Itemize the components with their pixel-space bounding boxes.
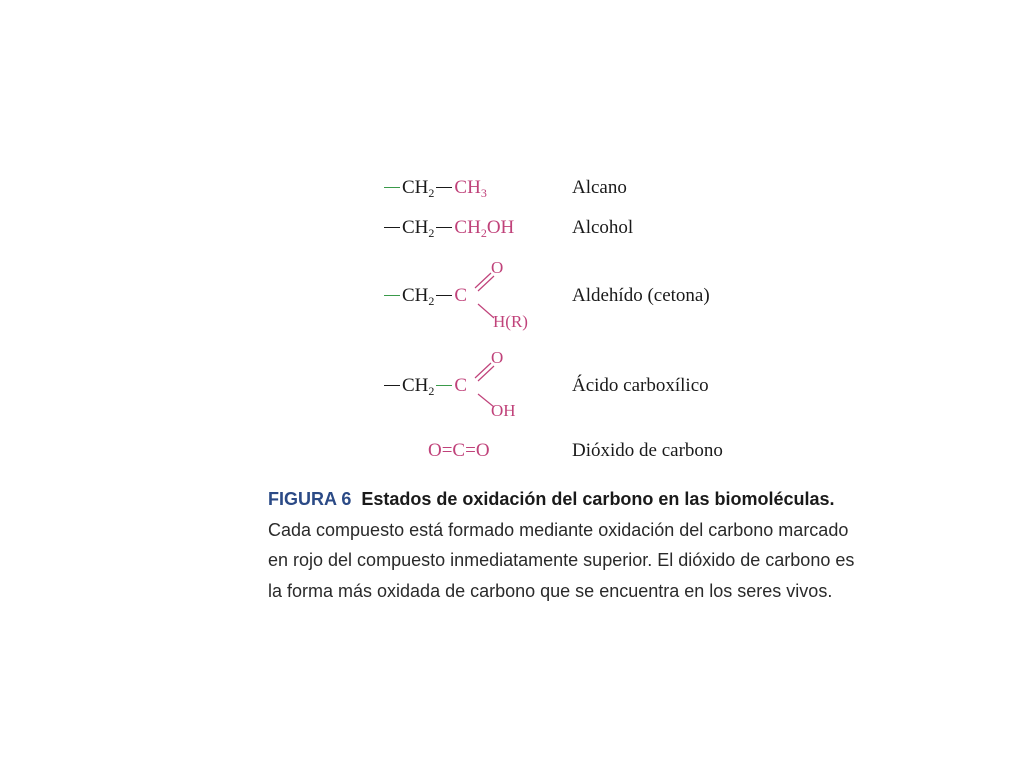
- alcohol-formula: $CH_2$ $CH_2OH$: [382, 218, 514, 237]
- alcohol-name: Alcohol: [572, 217, 634, 238]
- figure-caption: [268, 484, 868, 606]
- caption-body: Cada compuesto está formado mediante oxidación del carbono marcado en rojo del compuesto inmediatamente superior. El dióxido de carbono es la forma más oxidada de carbono que se encuentra en los seres vivos.: [268, 519, 855, 601]
- aldehyde-name: Aldehído (cetona): [572, 285, 710, 306]
- co2-name: Dióxido de carbono: [572, 440, 723, 461]
- alkane-formula: $CH_2$ $CH_3$: [382, 178, 487, 197]
- acid-name: Ácido carboxílico: [572, 375, 709, 396]
- aldehyde-formula: $CH_2$ C: [382, 286, 467, 305]
- aldehyde-single-bond: [478, 304, 494, 318]
- co2-formula: O=C=O: [428, 440, 490, 461]
- aldehyde-oxygen: O: [491, 258, 504, 277]
- acid-oxygen: O: [491, 348, 504, 367]
- caption-label: FIGURA 6: [268, 489, 352, 509]
- aldehyde-hr: H(R): [493, 312, 528, 331]
- caption-title: Estados de oxidación del carbono en las biomoléculas.: [361, 489, 835, 509]
- acid-oh: OH: [491, 401, 516, 420]
- alkane-name: Alcano: [572, 177, 627, 198]
- acid-formula: $CH_2$ C: [382, 376, 467, 395]
- acid-single-bond: [478, 394, 494, 407]
